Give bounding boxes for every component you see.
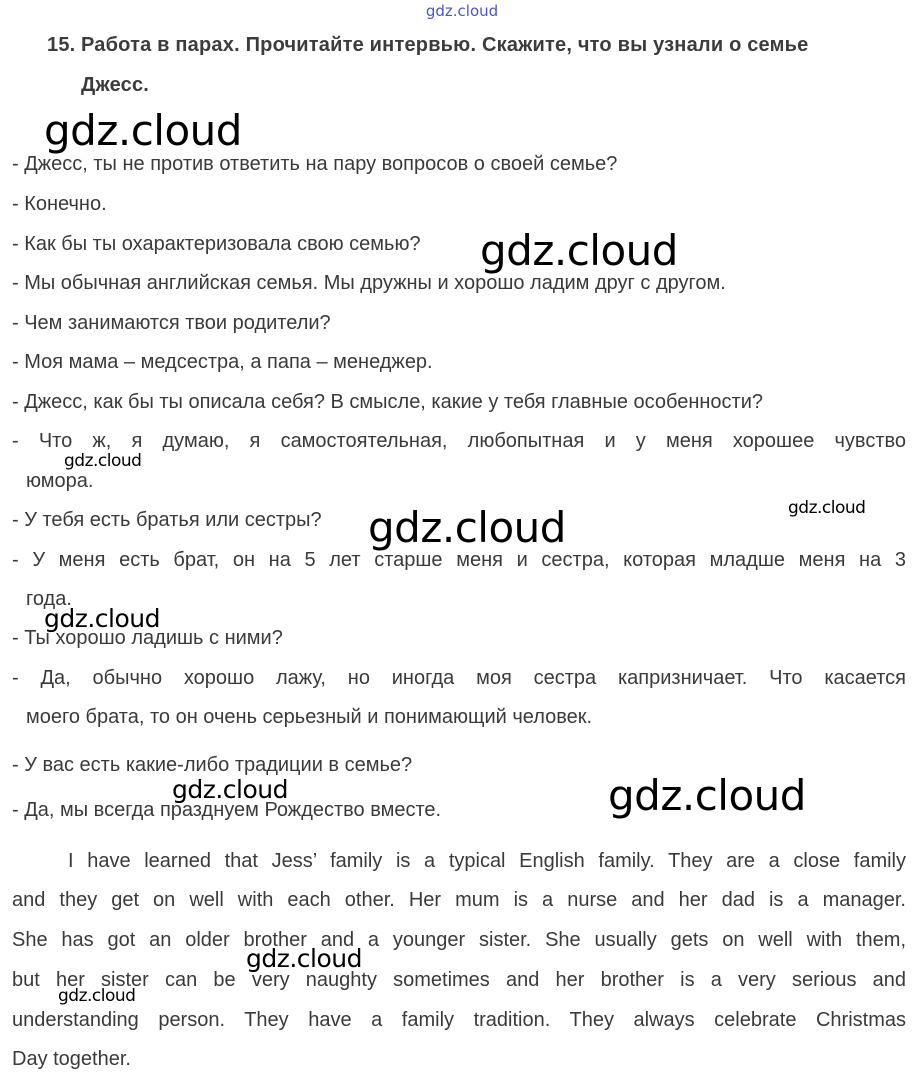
watermark: gdz.cloud <box>64 451 142 471</box>
task-number: 15. <box>47 34 76 56</box>
dialogue-line: - Да, мы всегда празднуем Рождество вместе. <box>12 799 442 821</box>
watermark: gdz.cloud <box>172 775 289 804</box>
dialogue-line: моего брата, то он очень серьезный и понимающий человек. <box>26 706 593 728</box>
dialogue-line: - У меня есть брат, он на 5 лет старше меня и сестра, которая младше меня на 3 <box>12 549 906 571</box>
watermark: gdz.cloud <box>44 604 161 633</box>
header-watermark: gdz.cloud <box>425 2 499 20</box>
dialogue-line: юмора. <box>26 470 94 492</box>
answer-line: Day together. <box>12 1048 131 1070</box>
watermark: gdz.cloud <box>480 226 678 275</box>
dialogue-line: - У вас есть какие-либо традиции в семье? <box>12 754 413 776</box>
dialogue-line: - Моя мама – медсестра, а папа – менеджер. <box>12 351 433 373</box>
dialogue-line: - Джесс, как бы ты описала себя? В смысле, какие у тебя главные особенности? <box>12 391 763 413</box>
watermark: gdz.cloud <box>368 503 566 552</box>
answer-line: but her sister can be very naughty sometimes and her brother is a very serious and <box>12 969 906 991</box>
dialogue-line: - Что ж, я думаю, я самостоятельная, любопытная и у меня хорошее чувство <box>12 430 906 452</box>
dialogue-line: - Да, обычно хорошо лажу, но иногда моя сестра капризничает. Что касается <box>12 667 906 689</box>
dialogue-line: года. <box>26 588 72 610</box>
dialogue-line: - У тебя есть братья или сестры? <box>12 509 322 531</box>
watermark: gdz.cloud <box>246 944 363 973</box>
watermark: gdz.cloud <box>608 771 806 820</box>
answer-line: She has got an older brother and a younger sister. She usually gets on well with them, <box>12 929 906 951</box>
answer-line: and they get on well with each other. Her mum is a nurse and her dad is a manager. <box>12 889 906 911</box>
dialogue-line: - Как бы ты охарактеризовала свою семью? <box>12 233 421 255</box>
dialogue-line: - Джесс, ты не против ответить на пару вопросов о своей семье? <box>12 153 618 175</box>
dialogue-line: - Ты хорошо ладишь с ними? <box>12 627 283 649</box>
dialogue-line: - Мы обычная английская семья. Мы дружны и хорошо ладим друг с другом. <box>12 272 726 294</box>
answer-line: I have learned that Jess’ family is a typical English family. They are a close family <box>68 850 906 872</box>
watermark: gdz.cloud <box>58 986 136 1006</box>
watermark: gdz.cloud <box>788 498 866 518</box>
task-instruction-line-1: Работа в парах. Прочитайте интервью. Скажите, что вы узнали о семье <box>81 34 809 56</box>
task-instruction-line-2: Джесс. <box>81 74 150 96</box>
dialogue-line: - Чем занимаются твои родители? <box>12 312 331 334</box>
dialogue-line: - Конечно. <box>12 193 107 215</box>
watermark: gdz.cloud <box>44 106 242 155</box>
answer-line: understanding person. They have a family tradition. They always celebrate Christmas <box>12 1009 906 1031</box>
